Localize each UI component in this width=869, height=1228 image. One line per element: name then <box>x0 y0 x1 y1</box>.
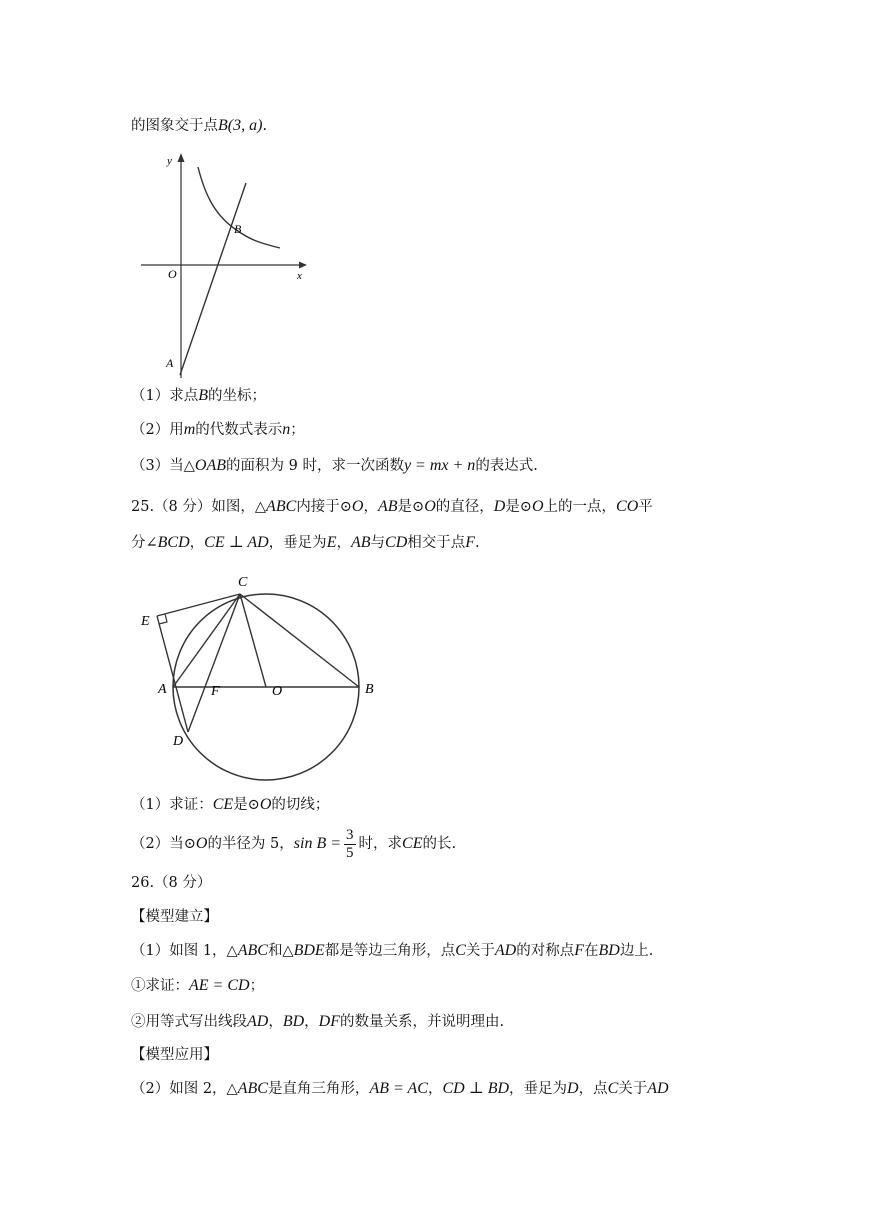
x-axis-label: x <box>297 270 302 282</box>
q26-p1-bd: BD <box>598 942 620 959</box>
point-b-label: B <box>365 682 374 697</box>
q25-p2-prefix: （2）当⊙ <box>131 836 196 852</box>
q25-l2-t4: ， <box>336 535 351 551</box>
x-axis-arrow <box>299 262 307 269</box>
point-o-label: O <box>272 684 283 699</box>
q25-p1-o: O <box>259 796 272 813</box>
origin-label: O <box>168 267 177 281</box>
q26-heading: 26.（8 分） <box>131 875 212 891</box>
q25-p1-ce: CE <box>212 796 234 813</box>
q25-p2-t2: 时，求 <box>358 836 403 852</box>
q25-l2-cd: CD <box>385 534 408 551</box>
q26-sub-1 <box>131 976 264 996</box>
q25-heading-line-2 <box>131 533 480 553</box>
q25-head-t1: 内接于⊙ <box>296 499 352 515</box>
q26-sub2-ad: AD <box>247 1013 269 1030</box>
q26-section-model-build: 【模型建立】 <box>131 909 218 925</box>
q26-sub2-t2: ， <box>268 1014 283 1030</box>
q25-head-t7: 平 <box>638 499 653 515</box>
q25-head-t5: 是⊙ <box>505 499 532 515</box>
q26-p1-t1: （1）如图 1，△ <box>131 943 238 959</box>
q26-p1-bde: BDE <box>293 942 325 959</box>
q26-p1-t6: 在 <box>583 943 599 959</box>
q24-intro <box>131 116 267 136</box>
q24-p2-mid: 的代数式表示 <box>195 422 283 438</box>
q25-p1-mid: 是⊙ <box>233 797 260 813</box>
q26-p2-t4: ，垂足为 <box>509 1081 568 1097</box>
q25-circle-figure <box>135 568 390 783</box>
point-a-label: A <box>166 356 174 370</box>
q26-p1-t2: 和△ <box>267 943 294 959</box>
q24-p3-prefix: （3）当△ <box>131 458 195 474</box>
point-a-label: A <box>158 682 167 697</box>
q26-p1-t7: 边上. <box>619 943 654 959</box>
point-d-label: D <box>173 734 184 749</box>
q26-p2-d: D <box>567 1080 579 1097</box>
q26-sub1-prefix: ①求证： <box>131 978 189 994</box>
q25-p1-prefix: （1）求证： <box>131 797 213 813</box>
q26-p2-c: C <box>607 1080 619 1097</box>
q24-p1-prefix: （1）求点 <box>131 388 199 404</box>
q24-intro-coords: (3, a) <box>227 117 263 134</box>
q24-p3-suffix: 的表达式. <box>475 458 538 474</box>
q25-p1-suffix: 的切线； <box>271 797 330 813</box>
q26-p2-abc: ABC <box>237 1080 268 1097</box>
q25-head-d: D <box>493 498 506 515</box>
q26-section-model-apply: 【模型应用】 <box>131 1047 218 1063</box>
segment-cd <box>188 594 240 732</box>
point-e-label: E <box>141 614 150 629</box>
q25-l2-t3: ，垂足为 <box>268 535 327 551</box>
q24-p1-var: B <box>198 387 209 404</box>
q25-l2-e: E <box>326 534 337 551</box>
q25-part-1 <box>131 795 329 815</box>
q24-p2-suffix: ； <box>290 422 305 438</box>
q25-l2-bcd: BCD <box>157 534 190 551</box>
q24-intro-text: 的图象交于点 <box>131 118 218 134</box>
q24-intro-suffix: . <box>262 118 268 134</box>
fraction-numerator: 3 <box>346 826 354 843</box>
q25-head-num: 25.（8 分）如图，△ <box>131 499 267 515</box>
y-axis-label: y <box>167 155 172 167</box>
q25-p2-suffix: 的长. <box>422 836 457 852</box>
q24-p2-var1: m <box>183 421 196 438</box>
q26-sub2-df: DF <box>318 1013 340 1030</box>
q26-part-2 <box>131 1079 669 1099</box>
fraction-three-fifths <box>344 827 356 862</box>
segment-co <box>240 594 266 687</box>
q26-p2-t6: 关于 <box>618 1081 648 1097</box>
q26-p1-abc: ABC <box>237 942 268 959</box>
q26-p2-t5: ，点 <box>578 1081 608 1097</box>
q25-l2-t2: ， <box>189 535 205 551</box>
q24-p3-mid: 的面积为 9 时，求一次函数 <box>226 458 404 474</box>
q25-head-t6: 上的一点， <box>543 499 617 515</box>
q25-l2-t6: 相交于点 <box>407 535 466 551</box>
q24-p3-tri: OAB <box>194 457 226 474</box>
q26-p1-t4: 关于 <box>465 943 495 959</box>
point-c-label: C <box>238 575 248 590</box>
q26-sub2-bd: BD <box>282 1013 305 1030</box>
q25-head-o1: O <box>351 498 364 515</box>
q25-head-o3: O <box>531 498 544 515</box>
q26-p1-t3: 都是等边三角形，点 <box>324 943 456 959</box>
fraction-denominator: 5 <box>346 844 354 861</box>
q26-p2-t1: （2）如图 2，△ <box>131 1081 238 1097</box>
q25-p2-ce: CE <box>402 835 423 852</box>
q26-p1-c: C <box>455 942 466 959</box>
q25-l2-t1: 分∠ <box>131 535 158 551</box>
q26-p2-ad: AD <box>647 1080 669 1097</box>
y-axis-arrow <box>178 153 185 162</box>
q26-p1-ad: AD <box>494 942 517 959</box>
q26-sub-2 <box>131 1012 504 1032</box>
q26-p1-t5: 的对称点 <box>516 943 575 959</box>
q24-graph-figure <box>135 150 315 378</box>
q26-p2-perp: CD ⊥ BD <box>442 1080 510 1097</box>
segment-ca <box>173 594 240 687</box>
q26-sub1-expr: AE = CD <box>189 977 250 994</box>
q25-l2-f: F <box>465 534 476 551</box>
q24-part-2 <box>131 420 305 440</box>
q26-p2-eq: AB = AC <box>369 1080 428 1097</box>
linear-function-line <box>180 183 246 375</box>
q25-p2-o: O <box>195 835 208 852</box>
q25-p2-sin: sin B = <box>293 835 342 852</box>
q25-head-t2: ， <box>363 499 378 515</box>
point-f-label: F <box>211 684 220 699</box>
q24-part-3 <box>131 456 538 476</box>
segment-ce <box>157 594 240 616</box>
q25-l2-t7: . <box>475 535 480 551</box>
q24-intro-point: B <box>218 117 228 134</box>
q25-head-o2: O <box>424 498 436 515</box>
q25-heading-line-1 <box>131 497 653 517</box>
q25-l2-ab: AB <box>350 534 371 551</box>
q24-p3-expr: y = mx + n <box>403 457 476 474</box>
q26-part-1 <box>131 941 653 961</box>
q26-p2-t3: ， <box>427 1081 443 1097</box>
q26-sub2-t1: ②用等式写出线段 <box>131 1014 247 1030</box>
q26-p2-t2: 是直角三角形， <box>267 1081 370 1097</box>
q25-head-ab: AB <box>377 498 398 515</box>
q26-sub2-t3: ， <box>304 1014 319 1030</box>
q25-p2-mid: 的半径为 5， <box>207 836 294 852</box>
q25-l2-ce: CE ⊥ AD <box>204 534 269 551</box>
q24-part-1 <box>131 386 266 406</box>
q25-head-abc: ABC <box>266 498 297 515</box>
q26-sub2-t4: 的数量关系，并说明理由. <box>339 1014 505 1030</box>
q25-head-co: CO <box>616 498 639 515</box>
q26-sub1-suffix: ； <box>249 978 265 994</box>
q24-p1-suffix: 的坐标； <box>208 388 267 404</box>
segment-ea <box>157 616 188 732</box>
q25-head-t3: 是⊙ <box>397 499 425 515</box>
q25-l2-t5: 与 <box>370 535 386 551</box>
q25-part-2 <box>131 825 456 863</box>
q25-head-t4: 的直径， <box>435 499 494 515</box>
segment-cb <box>240 594 359 687</box>
q26-p1-f: F <box>574 942 584 959</box>
point-b-label: B <box>234 222 242 236</box>
q24-p2-prefix: （2）用 <box>131 422 184 438</box>
q24-p2-var2: n <box>282 421 291 438</box>
